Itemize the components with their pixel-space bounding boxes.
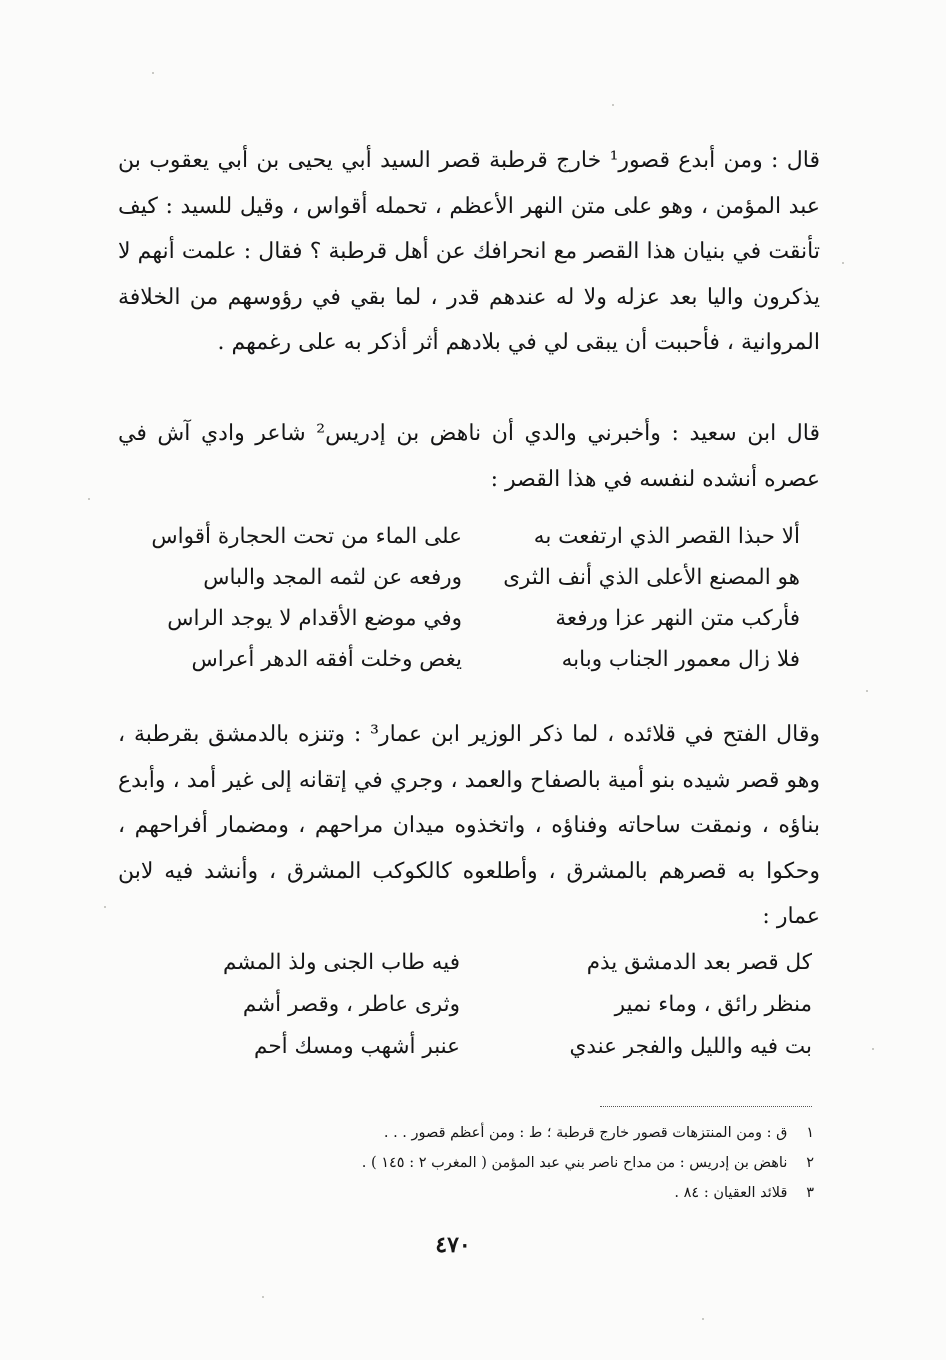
- paper-speck: [104, 906, 106, 908]
- paper-speck: [702, 1318, 704, 1320]
- first-hemistich: ألا حبذا القصر الذي ارتفعت به: [533, 524, 800, 549]
- first-hemistich: هو المصنع الأعلى الذي أنف الثرى: [503, 565, 800, 590]
- paper-speck: [842, 262, 844, 264]
- footnote-divider: [600, 1106, 812, 1107]
- verse-line: [160, 942, 812, 984]
- first-hemistich: منظر رائق ، وماء نمير: [614, 992, 812, 1017]
- first-hemistich: كل قصر بعد الدمشق يذم: [586, 950, 812, 975]
- first-hemistich: فلا زال معمور الجناب وبابه: [561, 647, 800, 672]
- footnote-number: ٢: [806, 1155, 814, 1171]
- footnote-text: ق : ومن المنتزهات قصور خارج قرطبة ؛ ط : ومن أعظم قصور . . .: [383, 1125, 788, 1141]
- footnote: [230, 1118, 814, 1148]
- paragraph-text: قال : ومن أبدع قصور¹ خارج قرطبة قصر السيد أبي يحيى بن أبي يعقوب بن عبد المؤمن ، وهو على متن النهر الأعظم ، تحمله أقواس ، وقيل للسيد : كيف تأنقت في بنيان هذا القصر مع انحرافك عن أهل قرطبة ؟ فقال : علمت أنهم لا يذكرون واليا بعد عزله ولا له عندهم قدر ، لما بقي في رؤوسهم من الخلافة المروانية ، فأحببت أن يبقى لي في بلادهم أثر أذكر به على رغمهم .: [118, 148, 820, 355]
- verse-line: [160, 1026, 812, 1068]
- paragraph-text: وقال الفتح في قلائده ، لما ذكر الوزير ابن عمار³ : وتنزه بالدمشق بقرطبة ، وهو قصر شيده بنو أمية بالصفاح والعمد ، وجري في إتقانه إلى غير أمد ، وأبدع بناؤه ، ونمقت ساحاته وفناؤه ، واتخذوه ميدان مراحهم ، ومضمار أفراحهم ، وحكوا به قصرهم بالمشرق ، وأطلعوه كالكوكب المشرق ، وأنشد فيه لابن عمار :: [118, 722, 820, 929]
- verse-line: [160, 984, 812, 1026]
- verse-line: [140, 639, 800, 680]
- verse-line: [140, 598, 800, 639]
- footnote-number: ١: [806, 1125, 814, 1141]
- second-hemistich: وفي موضع الأقدام لا يوجد الراس: [167, 606, 462, 631]
- second-hemistich: على الماء من تحت الحجارة أقواس: [151, 524, 462, 549]
- paragraph-1: [118, 138, 820, 366]
- paper-speck: [152, 72, 154, 74]
- paper-speck: [88, 498, 90, 500]
- second-hemistich: فيه طاب الجنى ولذ المشم: [222, 950, 460, 975]
- poem-1: [140, 516, 800, 680]
- second-hemistich: وثرى عاطر ، وقصر أشم: [242, 992, 460, 1017]
- footnote: [230, 1178, 814, 1208]
- footnotes: [230, 1118, 814, 1208]
- footnote-number: ٣: [806, 1185, 814, 1201]
- paragraph-text: قال ابن سعيد : وأخبرني والدي أن ناهض بن إدريس² شاعر وادي آش في عصره أنشده لنفسه في هذا القصر :: [118, 421, 821, 492]
- paragraph-2: [118, 411, 820, 502]
- second-hemistich: يغص وخلت أفقه الدهر أعراس: [191, 647, 462, 672]
- paper-speck: [872, 1048, 874, 1050]
- paper-speck: [866, 690, 868, 692]
- verse-line: [140, 557, 800, 598]
- footnote-text: قلائد العقيان : ٨٤ .: [674, 1185, 788, 1201]
- footnote: [230, 1148, 814, 1178]
- first-hemistich: فأركب متن النهر عزا ورفعة: [555, 606, 800, 631]
- footnote-text: ناهض بن إدريس : من مداح ناصر بني عبد المؤمن ( المغرب ٢ : ١٤٥ ) .: [361, 1155, 788, 1171]
- second-hemistich: ورفعه عن لثمه المجد والباس: [203, 565, 462, 590]
- second-hemistich: عنبر أشهب ومسك أحم: [254, 1034, 460, 1059]
- poem-2: [160, 942, 812, 1068]
- page-number: ٤٧٠: [435, 1232, 471, 1258]
- paper-speck: [262, 1296, 264, 1298]
- verse-line: [140, 516, 800, 557]
- paragraph-3: [118, 712, 820, 940]
- paper-speck: [612, 104, 614, 106]
- first-hemistich: بت فيه والليل والفجر عندي: [569, 1034, 812, 1059]
